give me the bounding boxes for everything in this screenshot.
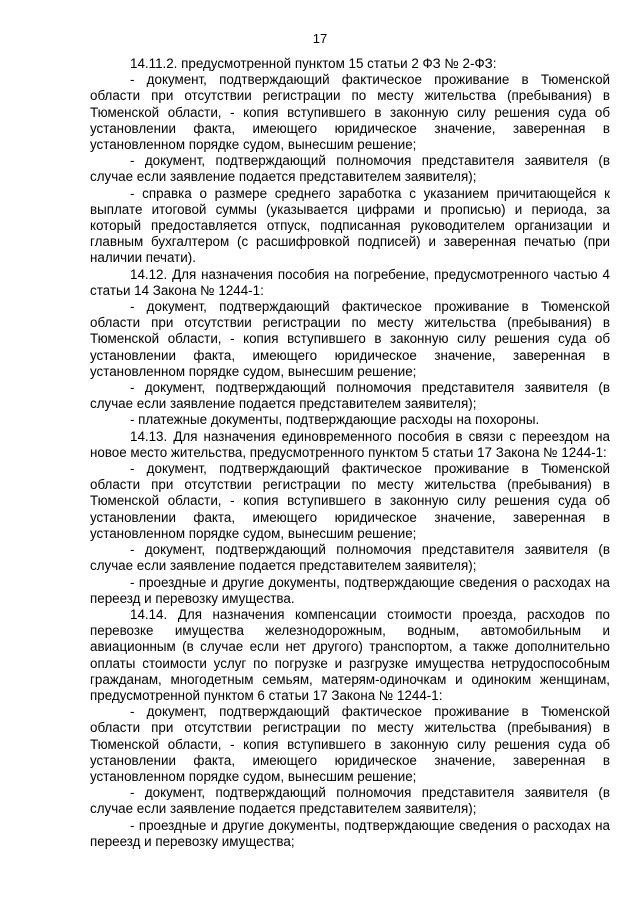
paragraph-funeral-payments: - платежные документы, подтверждающие расходы на похороны. (130, 412, 540, 428)
paragraph-representative-authority: - документ, подтверждающий полномочия представителя заявителя (в случае если заявление подается представителем заявителя); (90, 153, 610, 185)
paragraph-salary-certificate: - справка о размере среднего заработка с указанием причитающейся к выплате итоговой суммы (указывается цифрами и прописью) и периода, за который предоставляется отпуск, подписанная руководителем организации и главным бухгалтером (с расшифровкой подписей) и заверенная печатью (при наличии печати). (90, 185, 610, 266)
paragraph-14-14-heading: 14.14. Для назначения компенсации стоимости проезда, расходов по перевозке имущества железнодорожным, водным, автомобильным и авиационным (в случае если нет другого) транспортом, а также дополнительно оплаты стоимости услуг по погрузке и разгрузке имущества нетрудоспособным гражданам, многодетным семьям, матерям-одиночкам и одиноким женщинам, предусмотренной пунктом 6 статьи 17 Закона № 1244-1: (90, 606, 610, 703)
paragraph-representative-authority: - документ, подтверждающий полномочия представителя заявителя (в случае если заявление подается представителем заявителя); (90, 542, 610, 574)
paragraph-residence-proof: - документ, подтверждающий фактическое проживание в Тюменской области при отсутствии регистрации по месту жительства (пребывания) в Тюменской области, - копия вступившего в законную силу решения суда об установлении факта, имеющего юридическое значение, заверенная в установленном порядке судом, вынесшим решение; (90, 299, 610, 379)
paragraph-14-11-2-heading: 14.11.2. предусмотренной пунктом 15 статьи 2 ФЗ № 2-ФЗ: (130, 56, 497, 71)
document-body (90, 56, 610, 850)
paragraph-representative-authority: - документ, подтверждающий полномочия представителя заявителя (в случае если заявление подается представителем заявителя); (90, 380, 610, 412)
paragraph-travel-documents: - проездные и другие документы, подтверждающие сведения о расходах на переезд и перевозку имущества. (90, 574, 610, 606)
paragraph-14-12-heading: 14.12. Для назначения пособия на погребение, предусмотренного частью 4 статьи 14 Закона № 1244-1: (90, 266, 610, 298)
paragraph-representative-authority: - документ, подтверждающий полномочия представителя заявителя (в случае если заявление подается представителем заявителя); (90, 785, 610, 817)
page-number: 17 (312, 31, 328, 46)
paragraph-residence-proof: - документ, подтверждающий фактическое проживание в Тюменской области при отсутствии регистрации по месту жительства (пребывания) в Тюменской области, - копия вступившего в законную силу решения суда об установлении факта, имеющего юридическое значение, заверенная в установленном порядке судом, вынесшим решение; (90, 461, 610, 541)
paragraph-travel-documents: - проездные и другие документы, подтверждающие сведения о расходах на переезд и перевозку имущества; (90, 817, 610, 849)
paragraph-14-13-heading: 14.13. Для назначения единовременного пособия в связи с переездом на новое место жительства, предусмотренного пунктом 5 статьи 17 Закона № 1244-1: (90, 428, 610, 460)
paragraph-residence-proof: - документ, подтверждающий фактическое проживание в Тюменской области при отсутствии регистрации по месту жительства (пребывания) в Тюменской области, - копия вступившего в законную силу решения суда об установлении факта, имеющего юридическое значение, заверенная в установленном порядке судом, вынесшим решение; (90, 72, 610, 153)
paragraph-residence-proof: - документ, подтверждающий фактическое проживание в Тюменской области при отсутствии регистрации по месту жительства (пребывания) в Тюменской области, - копия вступившего в законную силу решения суда об установлении факта, имеющего юридическое значение, заверенная в установленном порядке судом, вынесшим решение; (90, 704, 610, 784)
